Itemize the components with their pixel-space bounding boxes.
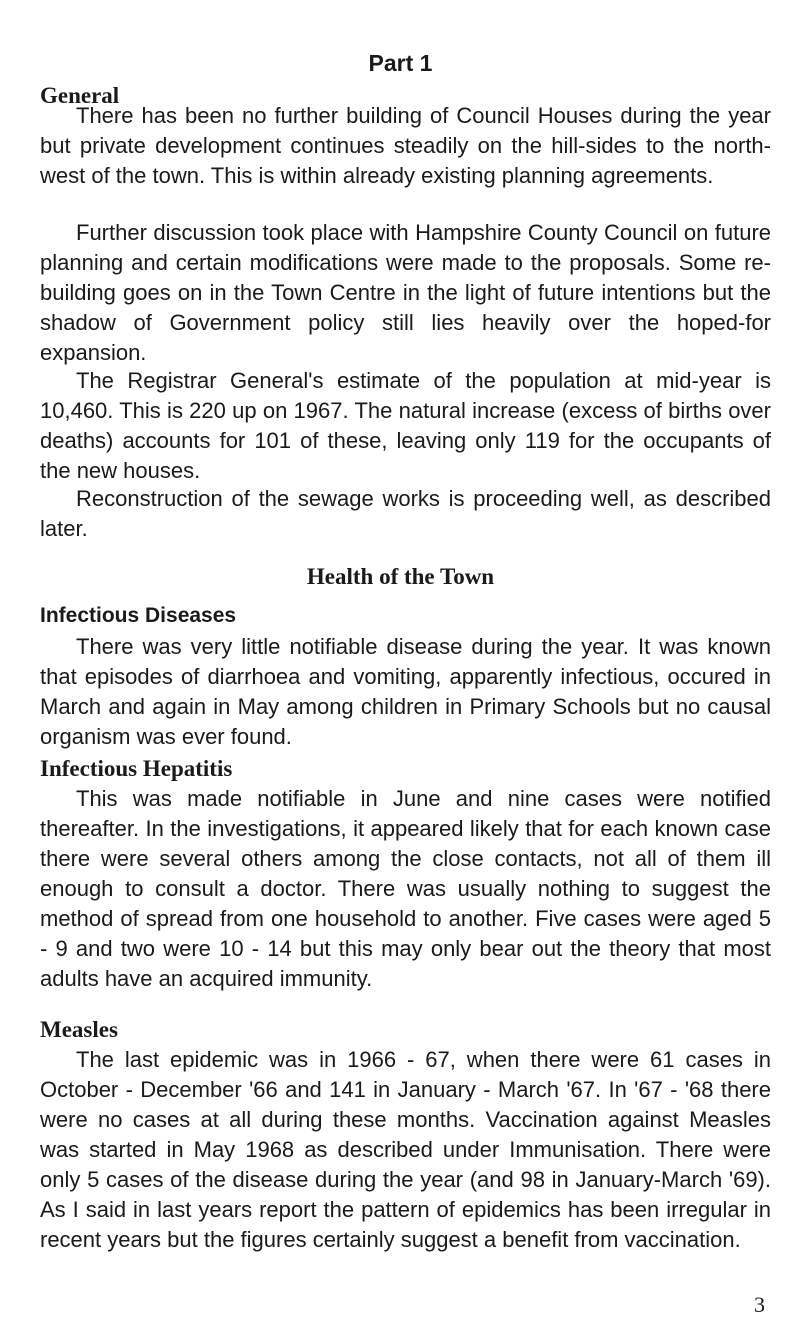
general-paragraph-2: Further discussion took place with Hampshire County Council on future planning and certain modifications were made to the proposals. Some re-building goes on in the Town Centre in the light of future intentions but the shadow of Government policy still lies heavily over the hoped-for expansion.	[40, 220, 771, 365]
general-paragraph-4: Reconstruction of the sewage works is proceeding well, as described later.	[40, 486, 771, 541]
general-paragraph-3: The Registrar General's estimate of the population at mid-year is 10,460. This is 220 up on 1967. The natural increase (excess of births over deaths) accounts for 101 of these, leaving only 119 for the occupants of the new houses.	[40, 368, 771, 483]
infectious-hepatitis-paragraph: This was made notifiable in June and nine cases were notified thereafter. In the investigations, it appeared likely that for each known case there were several others among the close contacts, not all of them ill enough to consult a doctor. There was usually nothing to suggest the method of spread from one household to another. Five cases were aged 5 - 9 and two were 10 - 14 but this may only bear out the theory that most adults have an acquired immunity.	[40, 786, 771, 991]
infectious-diseases-heading: Infectious Diseases	[40, 604, 237, 627]
infectious-hepatitis-heading: Infectious Hepatitis	[40, 756, 233, 781]
measles-heading: Measles	[40, 1017, 118, 1042]
infectious-diseases-paragraph: There was very little notifiable disease during the year. It was known that episodes of diarrhoea and vomiting, apparently infectious, occured in March and again in May among children in Primary Schools but no causal organism was ever found.	[40, 634, 771, 749]
part-title: Part 1	[368, 50, 433, 76]
health-of-town-heading: Health of the Town	[306, 564, 495, 589]
general-heading: General	[40, 83, 120, 108]
measles-paragraph: The last epidemic was in 1966 - 67, when there were 61 cases in October - December '66 and 141 in January - March '67. In '67 - '68 there were no cases at all during these months. Vaccination against Measles was started in May 1968 as described under Immunisation. There were only 5 cases of the disease during the year (and 98 in January-March '69). As I said in last years report the pattern of epidemics has been irregular in recent years but the figures certainly suggest a benefit from vaccination.	[40, 1047, 771, 1252]
general-paragraph-1: There has been no further building of Council Houses during the year but private development continues steadily on the hill-sides to the north-west of the town. This is within already existing planning agreements.	[40, 103, 771, 188]
page-number: 3	[754, 1292, 765, 1317]
